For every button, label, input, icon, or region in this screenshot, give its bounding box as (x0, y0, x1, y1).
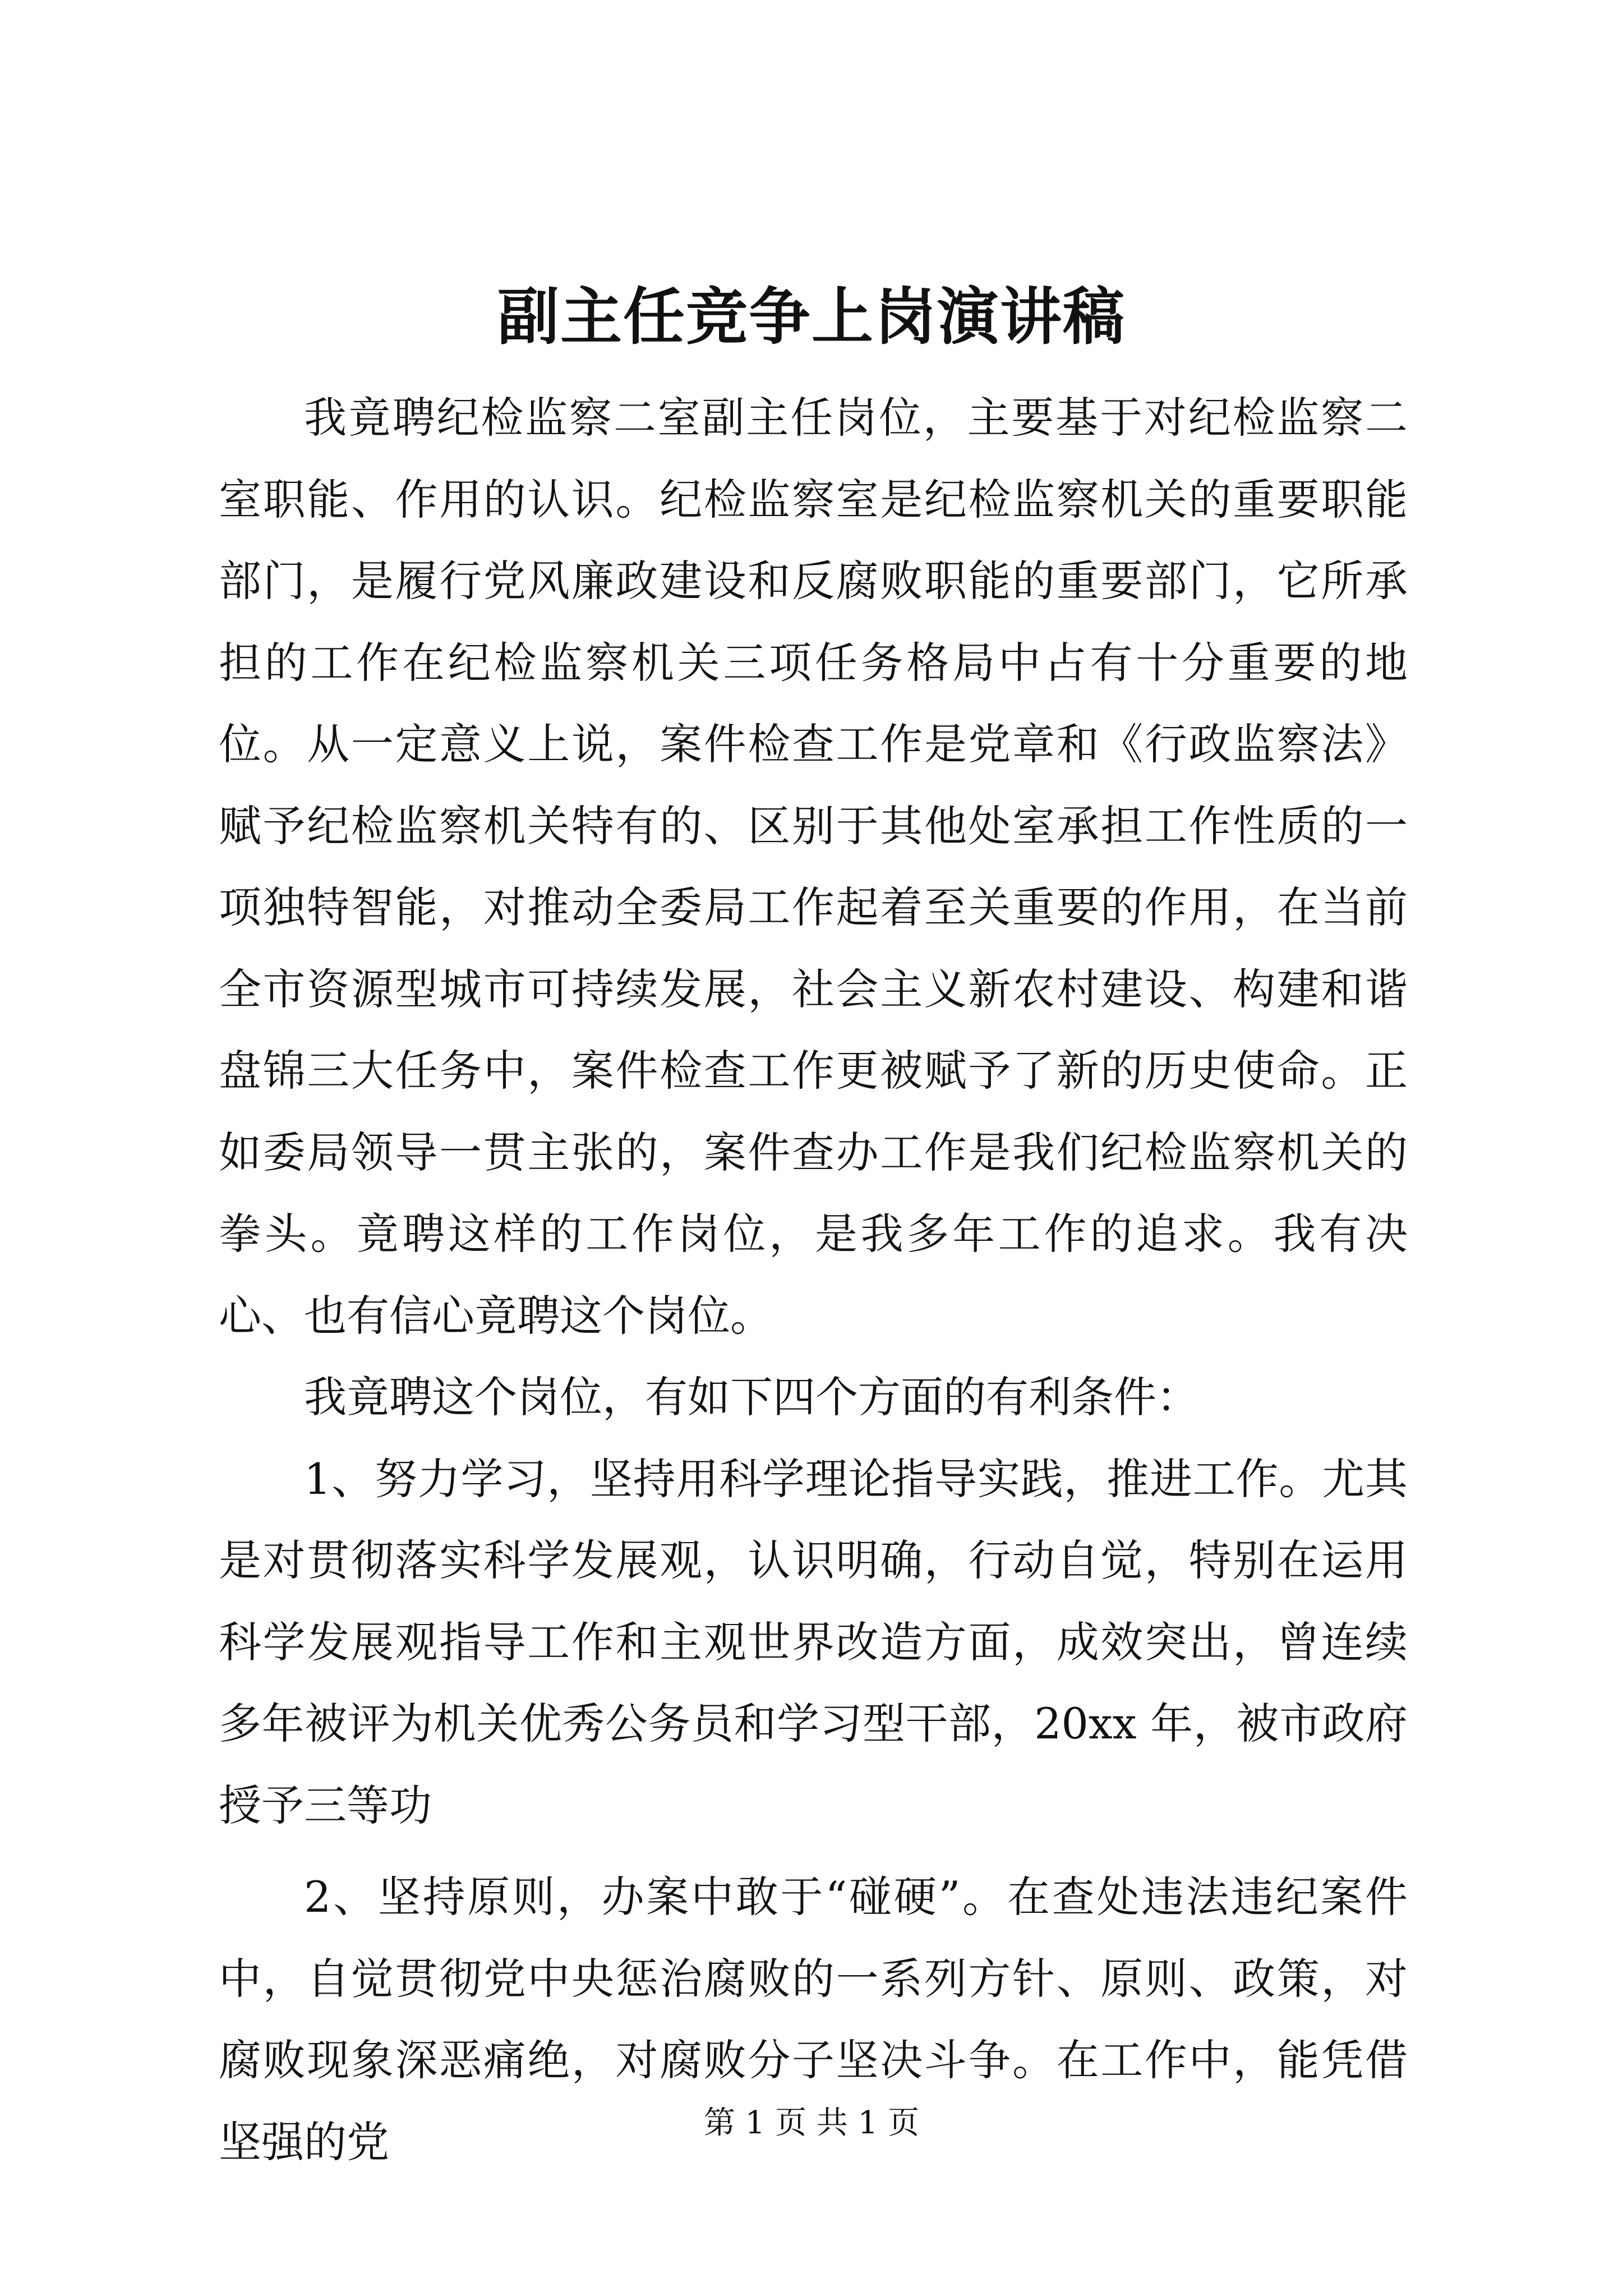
paragraph-intro: 我竟聘纪检监察二室副主任岗位，主要基于对纪检监察二室职能、作用的认识。纪检监察室是纪检监察机关的重要职能部门，是履行党风廉政建设和反腐败职能的重要部门，它所承担的工作在纪检监察机关三项任务格局中占有十分重要的地位。从一定意义上说，案件检查工作是党章和《行政监察法》赋予纪检监察机关特有的、区别于其他处室承担工作性质的一项独特智能，对推动全委局工作起着至关重要的作用，在当前全市资源型城市可持续发展，社会主义新农村建设、构建和谐盘锦三大任务中，案件检查工作更被赋予了新的历史使命。正如委局领导一贯主张的，案件查办工作是我们纪检监察机关的拳头。竟聘这样的工作岗位，是我多年工作的追求。我有决心、也有信心竟聘这个岗位。 (219, 393, 1408, 1341)
page-number-footer: 第 1 页 共 1 页 (703, 2105, 920, 2141)
paragraph-conditions-lead: 我竟聘这个岗位，有如下四个方面的有利条件： (304, 1372, 1199, 1422)
paragraph-condition-1: 1、努力学习，坚持用科学理论指导实践，推进工作。尤其是对贯彻落实科学发展观，认识明确，行动自觉，特别在运用科学发展观指导工作和主观世界改造方面，成效突出，曾连续多年被评为机关优秀公务员和学习型干部，20xx 年，被市政府授予三等功 (219, 1453, 1408, 1830)
document-title: 副主任竞争上岗演讲稿 (497, 280, 1126, 353)
document-body (219, 377, 1408, 2183)
paragraph-condition-2: 2、坚持原则，办案中敢于“碰硬”。在查处违法违纪案件中，自觉贯彻党中央惩治腐败的一系列方针、原则、政策，对腐败现象深恶痛绝，对腐败分子坚决斗争。在工作中，能凭借坚强的党 (219, 1872, 1408, 2167)
